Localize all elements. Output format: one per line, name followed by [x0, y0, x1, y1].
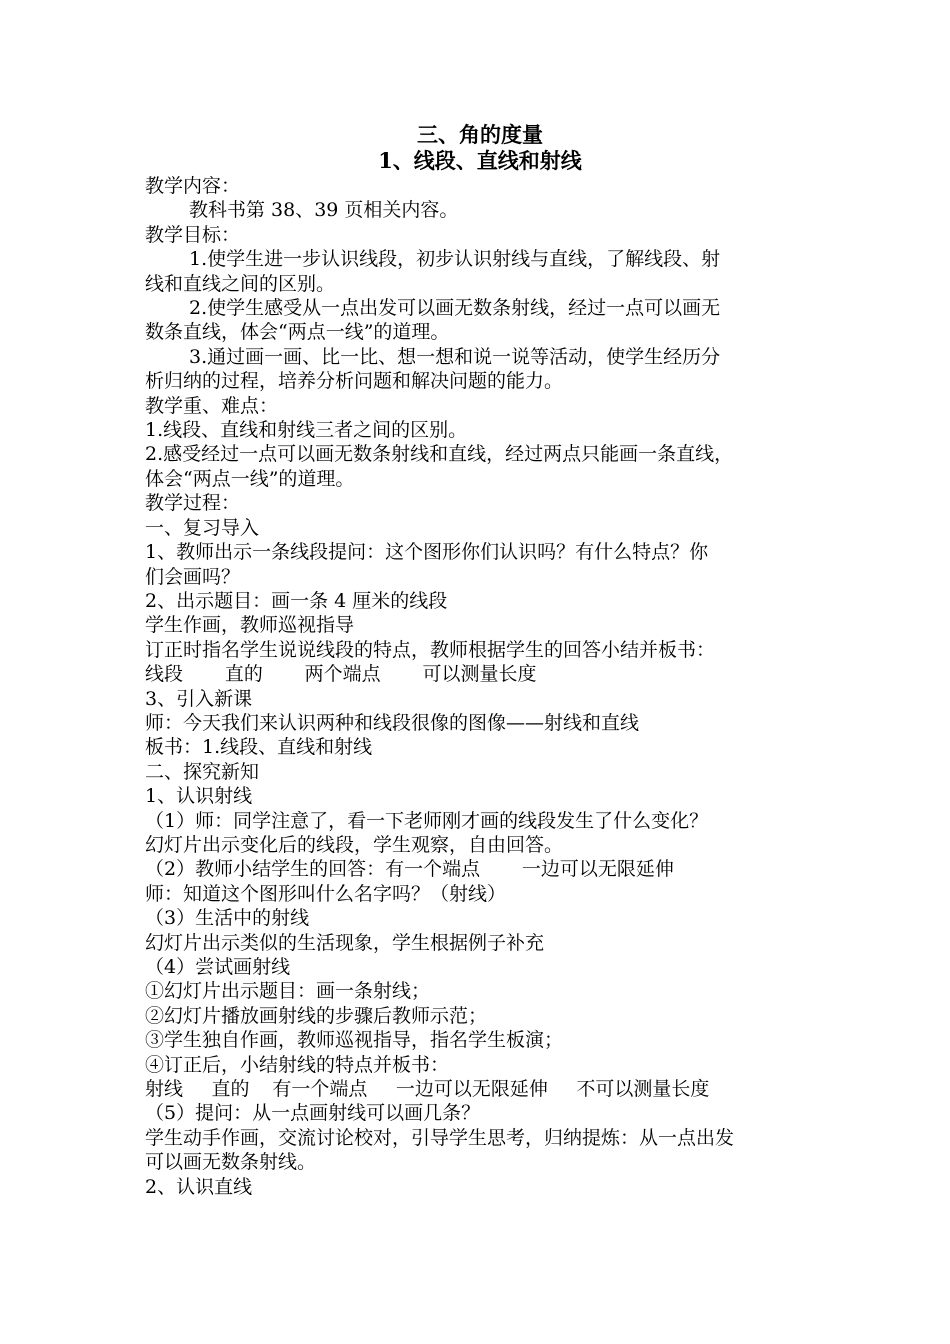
text-line: 教学重、难点： [145, 394, 279, 417]
text-line: 一、复习导入 [145, 516, 260, 539]
text-line: 可以画无数条射线。 [145, 1151, 317, 1174]
lesson-body-part-2 [145, 687, 815, 858]
summary-term: 有一个端点 [272, 1078, 368, 1101]
text-line: 1、认识射线 [145, 785, 253, 808]
text-line: 学生作画，教师巡视指导 [145, 614, 355, 637]
text-line: 1.使学生进一步认识线段，初步认识射线与直线，了解线段、射 [189, 248, 721, 271]
text-line: 师：今天我们来认识两种和线段很像的图像——射线和直线 [145, 711, 640, 734]
summary-term: 一边可以无限延伸 [521, 858, 674, 881]
text-line: 1、教师出示一条线段提问：这个图形你们认识吗？有什么特点？你 [145, 541, 709, 564]
text-line: 幻灯片出示变化后的线段，学生观察，自由回答。 [145, 833, 564, 856]
text-line: 二、探究新知 [145, 760, 260, 783]
summary-term: 一边可以无限延伸 [395, 1078, 548, 1101]
text-line: 学生动手作画，交流讨论校对，引导学生思考，归纳提炼：从一点出发 [145, 1126, 735, 1149]
text-line: 师：知道这个图形叫什么名字吗？（射线） [145, 882, 507, 905]
segment-summary-line [145, 662, 815, 686]
lesson-body-part-3 [145, 882, 815, 1077]
document-page [145, 122, 815, 1199]
text-line: 2、认识直线 [145, 1175, 253, 1198]
text-line: 教学目标： [145, 223, 241, 246]
text-line: 幻灯片出示类似的生活现象，学生根据例子补充 [145, 931, 545, 954]
summary-term: 线段 [145, 663, 184, 686]
text-line: ④订正后，小结射线的特点并板书： [145, 1053, 450, 1076]
text-line: 1.线段、直线和射线三者之间的区别。 [145, 419, 468, 442]
text-line: （3）生活中的射线 [145, 907, 310, 930]
summary-term: 直的 [224, 663, 263, 686]
text-line: 数条直线，体会“两点一线”的道理。 [145, 321, 450, 344]
text-line: 体会“两点一线”的道理。 [145, 467, 355, 490]
summary-term: 可以测量长度 [422, 663, 537, 686]
chapter-title: 三、角的度量 [417, 122, 543, 147]
text-line: （5）提问：从一点画射线可以画几条？ [145, 1102, 481, 1125]
text-line: 订正时指名学生说说线段的特点，教师根据学生的回答小结并板书： [145, 638, 716, 661]
text-line: ②幻灯片播放画射线的步骤后教师示范； [145, 1004, 488, 1027]
text-line: 3、引入新课 [145, 687, 253, 710]
summary-term: 直的 [211, 1078, 250, 1101]
text-line: 板书：1.线段、直线和射线 [145, 736, 373, 759]
text-line: 线和直线之间的区别。 [145, 272, 336, 295]
text-line: 教学内容： [145, 175, 241, 197]
text-line: 2.使学生感受从一点出发可以画无数条射线，经过一点可以画无 [189, 297, 721, 320]
lesson-title: 1、线段、直线和射线 [378, 148, 582, 173]
teacher-summary-line [145, 857, 815, 881]
text-line: 们会画吗？ [145, 565, 241, 588]
text-line: ①幻灯片出示题目：画一条射线； [145, 980, 431, 1003]
lesson-body-part-4 [145, 1101, 815, 1199]
summary-term: 不可以测量长度 [576, 1078, 710, 1101]
text-line: 教科书第 38、39 页相关内容。 [189, 199, 459, 222]
text-line: ③学生独自作画，教师巡视指导，指名学生板演； [145, 1029, 564, 1052]
text-line: 3.通过画一画、比一比、想一想和说一说等活动，使学生经历分 [189, 345, 721, 368]
lesson-body-part-1 [145, 174, 815, 662]
ray-summary-line [145, 1077, 815, 1101]
summary-term: （2）教师小结学生的回答：有一个端点 [145, 858, 481, 881]
text-line: 2、出示题目：画一条 4 厘米的线段 [145, 589, 448, 612]
summary-term: 射线 [145, 1078, 184, 1101]
summary-term: 两个端点 [304, 663, 381, 686]
text-line: 教学过程： [145, 492, 241, 515]
text-line: （1）师：同学注意了，看一下老师刚才画的线段发生了什么变化？ [145, 809, 709, 832]
text-line: （4）尝试画射线 [145, 956, 291, 978]
text-line: 析归纳的过程，培养分析问题和解决问题的能力。 [145, 370, 564, 393]
text-line: 2.感受经过一点可以画无数条射线和直线，经过两点只能画一条直线， [145, 443, 734, 466]
